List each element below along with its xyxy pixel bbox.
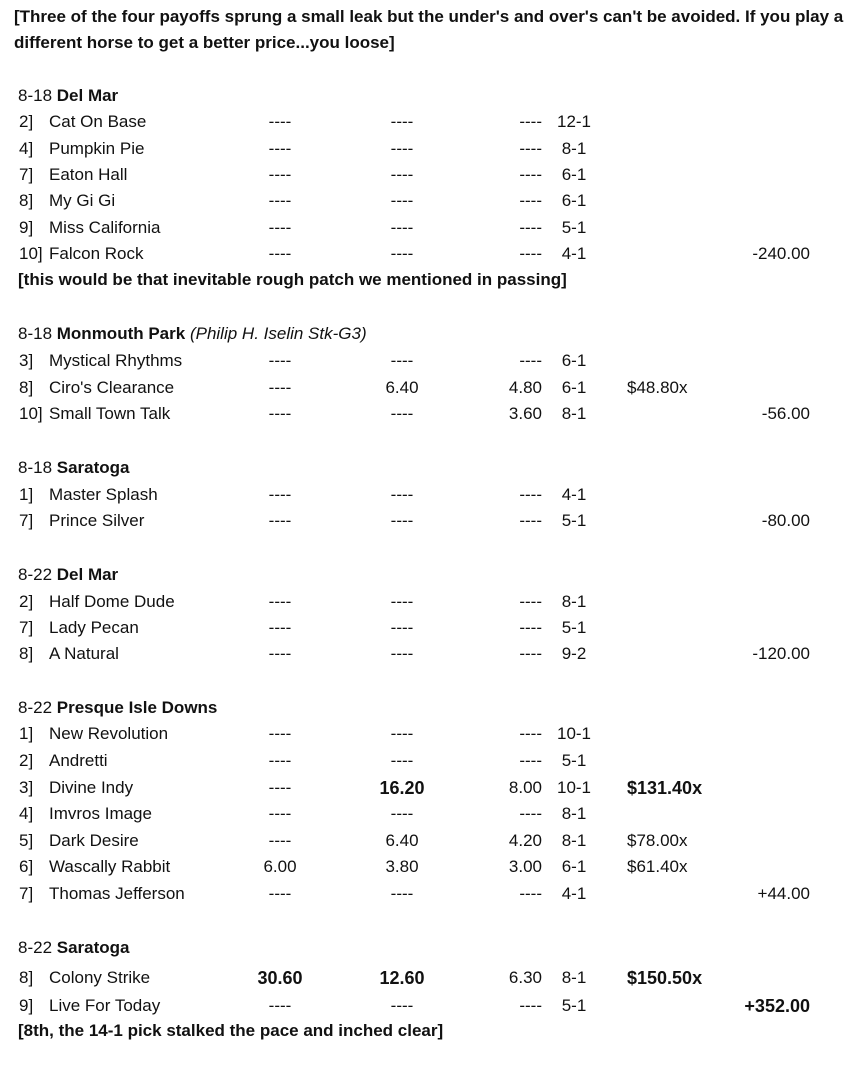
section-header [18,323,367,345]
cell-total: +352.00 [744,996,810,1016]
cell-place: ---- [390,139,414,158]
cell-place: ---- [390,351,414,370]
horse-row [0,882,860,906]
horse-row [0,402,860,426]
cell-name: Small Town Talk [49,404,171,423]
cell-show: ---- [519,592,542,611]
cell-place: 3.80 [385,857,419,876]
cell-place: ---- [390,485,414,504]
cell-num: 7] [19,511,34,530]
cell-win: ---- [268,644,292,663]
cell-num: 6] [19,857,34,876]
cell-num: 3] [19,778,34,797]
cell-win: ---- [268,831,292,850]
cell-odds: 8-1 [561,804,587,823]
cell-name: Andretti [49,751,108,770]
cell-win: ---- [268,804,292,823]
cell-win: ---- [268,592,292,611]
horse-row [0,749,860,773]
race-date: 8-18 [18,458,53,477]
cell-place: ---- [390,404,414,423]
cell-total: -240.00 [752,244,810,263]
cell-name: Wascally Rabbit [49,857,171,876]
cell-win: ---- [268,244,292,263]
cell-win: ---- [268,884,292,903]
cell-num: 7] [19,165,34,184]
cell-show: ---- [519,112,542,131]
cell-name: Dark Desire [49,831,139,850]
cell-odds: 5-1 [561,751,587,770]
cell-show: ---- [519,724,542,743]
rough-patch-note: [this would be that inevitable rough patch we mentioned in passing] [18,270,567,289]
cell-place: ---- [390,191,414,210]
horse-row [0,590,860,614]
cell-total: +44.00 [757,884,810,903]
section-header [18,937,130,959]
section-header [18,564,118,586]
cell-show: ---- [519,751,542,770]
cell-odds: 5-1 [561,618,587,637]
cell-show: ---- [519,618,542,637]
cell-odds: 5-1 [561,218,587,237]
horse-row [0,802,860,826]
horse-row [0,855,860,879]
cell-num: 5] [19,831,34,850]
cell-num: 8] [19,378,34,397]
cell-num: 4] [19,139,34,158]
cell-win: ---- [268,778,292,797]
cell-name: Colony Strike [49,968,151,987]
venue-name: Presque Isle Downs [56,698,218,717]
cell-place: 6.40 [385,378,419,397]
cell-win: ---- [268,139,292,158]
cell-odds: 6-1 [561,191,587,210]
cell-odds: 6-1 [561,351,587,370]
cell-show: 6.30 [508,968,542,987]
cell-odds: 8-1 [561,139,587,158]
cell-num: 8] [19,644,34,663]
cell-num: 7] [19,884,34,903]
venue-name: Saratoga [56,458,130,477]
cell-name: Mystical Rhythms [49,351,183,370]
cell-odds: 5-1 [561,996,587,1015]
cell-place: ---- [390,218,414,237]
cell-num: 2] [19,751,34,770]
cell-odds: 10-1 [556,724,592,743]
race-date: 8-22 [18,565,53,584]
cell-show: ---- [519,351,542,370]
venue-name: Saratoga [56,938,130,957]
cell-odds: 8-1 [561,968,587,987]
cell-odds: 4-1 [561,244,587,263]
horse-row [0,509,860,533]
cell-show: ---- [519,191,542,210]
cell-show: 3.00 [508,857,542,876]
closing-note: [8th, the 14-1 pick stalked the pace and inched clear] [18,1021,444,1040]
cell-win: ---- [268,511,292,530]
cell-name: A Natural [49,644,119,663]
horse-row [0,642,860,666]
cell-num: 2] [19,592,34,611]
horse-row [0,242,860,266]
cell-place: ---- [390,618,414,637]
cell-show: ---- [519,644,542,663]
horse-row [0,483,860,507]
cell-total: -80.00 [761,511,810,530]
cell-name: New Revolution [49,724,169,743]
horse-row [0,163,860,187]
cell-show: ---- [519,884,542,903]
cell-name: Falcon Rock [49,244,144,263]
cell-name: Lady Pecan [49,618,139,637]
cell-show: ---- [519,511,542,530]
cell-pay: $61.40x [627,857,688,876]
cell-pay: $48.80x [627,378,688,397]
cell-place: ---- [390,724,414,743]
cell-odds: 6-1 [561,378,587,397]
cell-num: 4] [19,804,34,823]
cell-show: ---- [519,244,542,263]
cell-name: Ciro's Clearance [49,378,175,397]
horse-row [0,722,860,746]
cell-win: ---- [268,751,292,770]
horse-row [0,994,860,1018]
cell-odds: 9-2 [561,644,587,663]
cell-place: ---- [390,112,414,131]
cell-num: 9] [19,218,34,237]
cell-win: ---- [268,485,292,504]
cell-place: ---- [390,592,414,611]
cell-win: ---- [268,724,292,743]
cell-show: 3.60 [508,404,542,423]
horse-row [0,966,860,990]
cell-name: Pumpkin Pie [49,139,145,158]
venue-name: Monmouth Park [56,324,186,343]
cell-odds: 12-1 [556,112,592,131]
cell-win: ---- [268,165,292,184]
race-date: 8-22 [18,698,53,717]
cell-win: ---- [268,191,292,210]
cell-odds: 4-1 [561,485,587,504]
horse-row [0,349,860,373]
cell-odds: 5-1 [561,511,587,530]
horse-row [0,776,860,800]
cell-name: Prince Silver [49,511,145,530]
cell-odds: 4-1 [561,884,587,903]
cell-show: ---- [519,804,542,823]
cell-odds: 6-1 [561,857,587,876]
section-header [18,457,130,479]
cell-odds: 8-1 [561,404,587,423]
cell-win: 6.00 [263,857,297,876]
cell-place: ---- [390,644,414,663]
cell-num: 10] [19,404,43,423]
venue-name: Del Mar [56,565,119,584]
horse-row [0,216,860,240]
cell-place: ---- [390,751,414,770]
cell-win: ---- [268,996,292,1015]
cell-name: Thomas Jefferson [49,884,185,903]
cell-odds: 10-1 [556,778,592,797]
cell-show: ---- [519,996,542,1015]
cell-num: 8] [19,968,34,987]
cell-show: ---- [519,218,542,237]
cell-num: 1] [19,485,34,504]
cell-pay: $78.00x [627,831,688,850]
section-header [18,697,217,719]
cell-win: ---- [268,378,292,397]
cell-num: 9] [19,996,34,1015]
cell-total: -56.00 [761,404,810,423]
cell-win: ---- [268,218,292,237]
cell-place: 6.40 [385,831,419,850]
cell-name: Miss California [49,218,161,237]
cell-win: 30.60 [257,968,303,988]
cell-num: 1] [19,724,34,743]
cell-name: My Gi Gi [49,191,116,210]
horse-row [0,189,860,213]
cell-name: Master Splash [49,485,158,504]
cell-win: ---- [268,112,292,131]
cell-show: 4.20 [508,831,542,850]
venue-name: Del Mar [56,86,119,105]
horse-row [0,376,860,400]
cell-win: ---- [268,351,292,370]
horse-row [0,110,860,134]
cell-show: 8.00 [508,778,542,797]
stake-name: (Philip H. Iselin Stk-G3) [189,324,367,343]
cell-place: ---- [390,511,414,530]
cell-show: ---- [519,139,542,158]
cell-name: Cat On Base [49,112,147,131]
cell-name: Imvros Image [49,804,152,823]
cell-name: Divine Indy [49,778,134,797]
cell-place: ---- [390,244,414,263]
cell-odds: 6-1 [561,165,587,184]
cell-num: 2] [19,112,34,131]
cell-place: 16.20 [379,778,425,798]
cell-total: -120.00 [752,644,810,663]
section-header [18,85,118,107]
intro-note: [Three of the four payoffs sprung a small leak but the under's and over's can't be avoided. If you play a different horse to get a better price...you loose] [14,7,844,52]
cell-place: ---- [390,165,414,184]
cell-odds: 8-1 [561,831,587,850]
cell-place: ---- [390,884,414,903]
horse-row [0,137,860,161]
race-date: 8-18 [18,86,53,105]
cell-show: 4.80 [508,378,542,397]
race-date: 8-18 [18,324,53,343]
cell-show: ---- [519,165,542,184]
cell-pay: $150.50x [627,968,703,988]
horse-row [0,616,860,640]
cell-win: ---- [268,404,292,423]
cell-num: 3] [19,351,34,370]
cell-place: ---- [390,996,414,1015]
horse-row [0,829,860,853]
cell-odds: 8-1 [561,592,587,611]
cell-num: 7] [19,618,34,637]
cell-show: ---- [519,485,542,504]
race-date: 8-22 [18,938,53,957]
cell-place: ---- [390,804,414,823]
cell-pay: $131.40x [627,778,703,798]
cell-name: Live For Today [49,996,161,1015]
cell-name: Eaton Hall [49,165,128,184]
cell-win: ---- [268,618,292,637]
cell-num: 10] [19,244,43,263]
cell-name: Half Dome Dude [49,592,175,611]
cell-num: 8] [19,191,34,210]
cell-place: 12.60 [379,968,425,988]
